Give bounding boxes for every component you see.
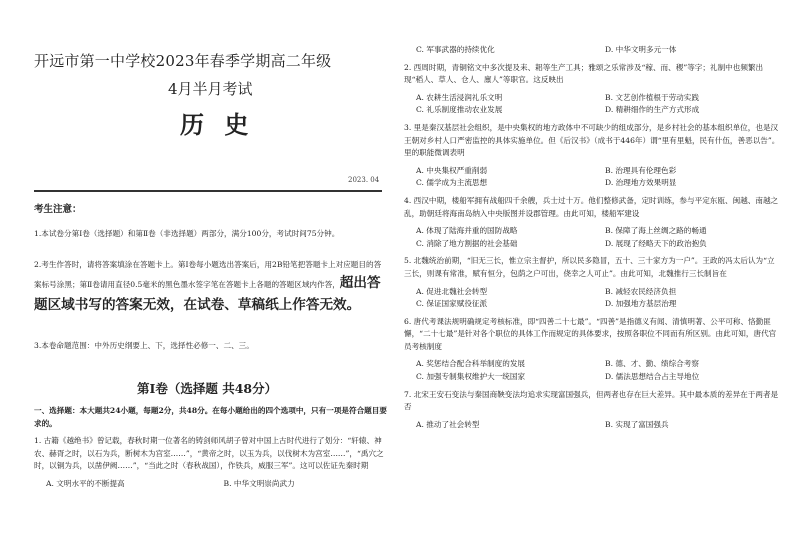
question-2-option-c: C. 礼乐制度推动农业发展 <box>416 105 503 115</box>
exam-date: 2023. 04 <box>348 176 380 184</box>
header-divider <box>34 190 382 192</box>
question-4-options <box>404 225 782 250</box>
question-5-stem: 5. 北魏统治前期，“旧无三长，惟立宗主督护，所以民多隐冒，五十、三十家方为一户”。王政的冯太后认为“立三长，则课有常准，赋有恒分，包荫之户可出，侥幸之人可止”。由此可知，北魏推行三长制旨在 <box>404 256 775 278</box>
notice-item-3: 3.本卷命题范围：中外历史纲要上、下，选择性必修一、二、三。 <box>34 341 254 350</box>
question-6-option-a: A. 奖惩结合配合科举制度的发展 <box>416 359 526 369</box>
question-2-options <box>404 92 782 117</box>
section-title: 第Ⅰ卷（选择题 共48分） <box>137 381 278 396</box>
question-2-option-b: B. 文艺创作植根于劳动实践 <box>605 92 699 102</box>
question-3-option-b: B. 治理具有伦理色彩 <box>605 165 677 175</box>
notice-item-2 <box>34 258 386 316</box>
notice-item-2-text: 2.考生作答时，请将答案填涂在答题卡上。第Ⅰ卷每小题选出答案后，用2B铅笔把答题卡上对应题目的答案标号涂黑；第Ⅱ卷请用直径0.5毫米的黑色墨水签字笔在答题卡上各题的答题区域内作答， <box>34 260 382 289</box>
question-6-options <box>404 358 782 383</box>
question-5-option-c: C. 保证国家赋役征派 <box>416 299 488 309</box>
notice-title: 考生注意： <box>34 204 82 215</box>
question-3-option-d: D. 治理地方效果明显 <box>605 178 677 188</box>
question-2-option-a: A. 农耕生活浸润礼乐文明 <box>416 92 503 102</box>
question-5-options <box>404 286 782 311</box>
question-6-stem: 6. 唐代考课法规明确规定考核标准，即“四善二十七最”。“四善”是指德义有闻、清慎明著、公平可称、恪勤匪懈，“二十七最”是针对各个职位的具体工作而规定的具体要求，按照各职位不同而有所区别。由此可知，唐代官员考核制度 <box>404 316 777 351</box>
question-3-option-a: A. 中央集权严重削弱 <box>416 165 488 175</box>
question-7-option-a: A. 推动了社会转型 <box>416 419 480 429</box>
exam-title-line2: 4月半月考试 <box>168 80 253 98</box>
question-2-stem: 2. 西周时期，青铜铭文中多次提及耒、耜等生产工具；雅颂之乐常涉及“稼、而、稷”等字；礼制中也频繁出现“稻人、草人、仓人、廪人”等职官。这反映出 <box>404 62 764 85</box>
question-7-option-b: B. 实现了富国强兵 <box>605 419 669 429</box>
question-3-options <box>404 165 782 190</box>
question-1-options <box>34 478 389 491</box>
question-1-option-c: C. 军事武器的持续优化 <box>416 45 495 54</box>
subject-title: 历 史 <box>180 110 255 139</box>
question-4-option-b: B. 保障了海上丝绸之路的畅通 <box>605 226 707 236</box>
question-5-option-b: B. 减轻农民经济负担 <box>605 286 677 296</box>
question-7-options <box>404 419 782 432</box>
question-1-option-a: A. 文明水平的不断提高 <box>46 478 125 488</box>
question-1-option-d: D. 中华文明多元一体 <box>605 45 677 54</box>
section-instruction: 一、选择题：本大题共24小题，每题2分，共48分。在每小题给出的四个选项中，只有一项是符合题目要求的。 <box>34 406 387 428</box>
question-6-option-d: D. 儒法思想结合占主导地位 <box>605 372 700 382</box>
question-5-option-d: D. 加强地方基层治理 <box>605 299 677 309</box>
left-column <box>34 405 389 496</box>
question-4-stem: 4. 西汉中期，楼船军拥有战船四千余艘，兵士过十万。他们整修武备，定时训练，参与平定东瓯、闽越、南越之乱，助朝廷将海南岛纳入中央版图并设郡管理。由此可知，楼船军建设 <box>404 195 779 218</box>
question-3-stem: 3. 里是秦汉基层社会组织，是中央集权的地方政体中不可缺少的组成部分，是乡村社会的基本组织单位，也是汉王朝对乡村人口严密监控的具体实施单位。但《后汉书》（成书于446年）谓“里有里魁，民有什伍，善恶以告”。里的职能微调表明 <box>404 122 780 158</box>
question-1-options-cont <box>404 44 782 57</box>
question-4-option-c: C. 消除了地方割据的社会基础 <box>416 238 518 248</box>
question-4-option-d: D. 展现了经略天下的政治抱负 <box>605 238 707 248</box>
question-6-option-b: B. 德、才、勤、绩综合考察 <box>605 359 699 369</box>
notice-item-2-emphasis: 超出答题区域书写的答案无效，在试卷、草稿纸上作答无效。 <box>34 275 381 313</box>
right-column <box>404 40 782 436</box>
question-7-stem: 7. 北宋王安石变法与秦国商鞅变法均追求实现富国强兵，但两者也存在巨大差异。其中最本质的差异在于两者是否 <box>404 389 779 412</box>
question-3-option-c: C. 儒学成为主流思想 <box>416 178 488 188</box>
exam-title-line1: 开远市第一中学校2023年春季学期高二年级 <box>34 52 332 70</box>
question-4-option-a: A. 体现了陆海并重的国防战略 <box>416 226 518 236</box>
question-5-option-a: A. 促进北魏社会转型 <box>416 286 488 296</box>
question-2-option-d: D. 精耕细作的生产方式形成 <box>605 105 700 115</box>
question-6-option-c: C. 加强专制集权维护大一统国家 <box>416 372 526 382</box>
question-1-option-b: B. 中华文明崇尚武力 <box>223 478 295 488</box>
notice-item-1: 1.本试卷分第Ⅰ卷（选择题）和第Ⅱ卷（非选择题）两部分，满分100分，考试时间75分钟。 <box>34 229 340 238</box>
question-1-stem: 1. 古籍《越绝书》曾记载，春秋时期一位著名的铸剑师风胡子曾对中国上古时代进行了划分：“轩辕、神农、赫胥之时，以石为兵，断树木为宫室……”，“黄帝之时，以玉为兵，以伐树木为宫室……”，“禹穴之时，以铜为兵，以凿伊阙……”，“当此之时（春秋战国），作铁兵，威服三军”。这可以佐证先秦时期 <box>34 436 384 471</box>
